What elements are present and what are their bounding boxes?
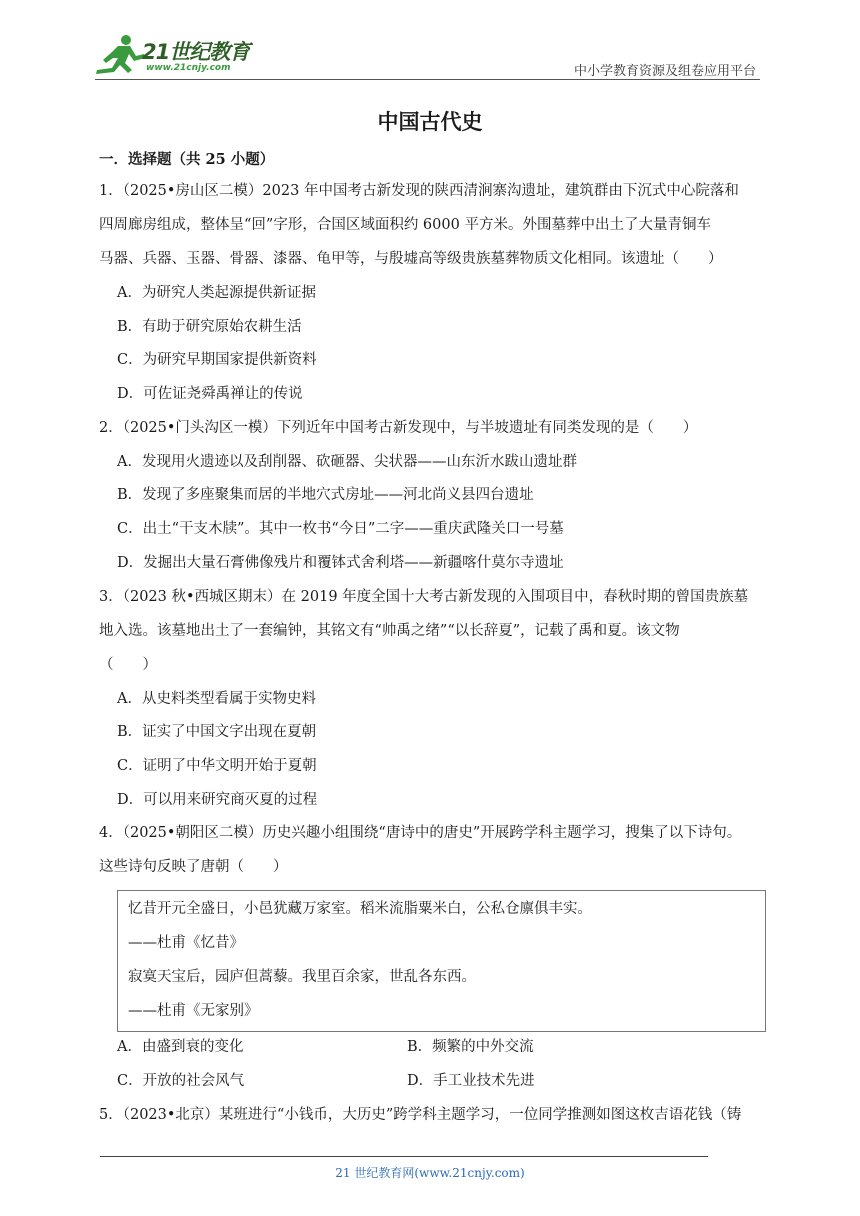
option-b: B．有助于研究原始农耕生活 [117, 318, 302, 335]
question-stem-line: （ ） [99, 656, 157, 673]
option-b: B．频繁的中外交流 [407, 1039, 534, 1056]
platform-name: 中小学教育资源及组卷应用平台 [573, 64, 756, 79]
question-stem-line: 5．（2023•北京）某班进行“小钱币，大历史”跨学科主题学习，一位同学推测如图这枚吉语花钱（铸 [99, 1106, 742, 1123]
question-4 [99, 818, 767, 1099]
option-d: D．可以用来研究商灭夏的过程 [117, 791, 318, 808]
option-c: C．证明了中华文明开始于夏朝 [117, 757, 317, 774]
question-list [99, 148, 767, 1134]
option-d: D．发掘出大量石膏佛像残片和覆钵式舍利塔——新疆喀什莫尔寺遗址 [117, 554, 564, 571]
logo-text: 21世纪教育 [142, 40, 250, 64]
question-1 [99, 176, 767, 413]
poem-attribution: ——杜甫《忆昔》 [128, 935, 244, 952]
option-a: A．从史料类型看属于实物史料 [117, 690, 316, 707]
poem-line: 忆昔开元全盛日，小邑犹藏万家室。稻米流脂粟米白，公私仓廪俱丰实。 [128, 901, 592, 918]
footer-divider [100, 1156, 708, 1157]
option-b: B．证实了中国文字出现在夏朝 [117, 724, 317, 741]
logo-url: www.21cnjy.com [146, 63, 231, 73]
footer-link[interactable]: 21 世纪教育网(www.21cnjy.com) [335, 1166, 525, 1180]
poem-box [117, 890, 766, 1032]
option-c: C．为研究早期国家提供新资料 [117, 352, 317, 369]
question-stem-line: 1．（2025•房山区二模）2023 年中国考古新发现的陕西清涧寨沟遗址，建筑群由下沉式中心院落和 [99, 183, 739, 199]
header-divider [95, 79, 760, 80]
option-b: B．发现了多座聚集而居的半地穴式房址——河北尚义县四台遗址 [117, 487, 534, 504]
question-stem-line: 2．（2025•门头沟区一模）下列近年中国考古新发现中，与半坡遗址有同类发现的是（ ） [99, 419, 698, 436]
site-logo [92, 32, 262, 78]
poem-attribution: ——杜甫《无家别》 [128, 1003, 259, 1020]
option-a: A．为研究人类起源提供新证据 [117, 285, 316, 301]
option-row [99, 1032, 767, 1066]
option-a: A．发现用火遗迹以及刮削器、砍砸器、尖状器——山东沂水跋山遗址群 [117, 453, 577, 470]
option-d: D．可佐证尧舜禹禅让的传说 [117, 386, 303, 403]
question-3 [99, 582, 767, 819]
question-stem-line: 四周廊房组成，整体呈“回”字形，合国区域面积约 6000 平方米。外围墓葬中出土了大量青铜车 [99, 217, 711, 233]
question-stem-line: 3．（2023 秋•西城区期末）在 2019 年度全国十大考古新发现的入围项目中，春秋时期的曾国贵族墓 [99, 588, 749, 605]
poem-line: 寂寞天宝后，园庐但蒿藜。我里百余家，世乱各东西。 [128, 969, 476, 986]
option-a: A．由盛到衰的变化 [117, 1039, 244, 1056]
document-title: 中国古代史 [377, 109, 483, 134]
option-c: C．出土“干支木牍”。其中一枚书“今日”二字——重庆武隆关口一号墓 [117, 521, 564, 538]
question-stem-line: 这些诗句反映了唐朝（ ） [99, 859, 288, 876]
section-heading: 一．选择题（共 25 小题） [99, 151, 275, 168]
question-5 [99, 1100, 767, 1134]
question-stem-line: 地入选。该墓地出土了一套编钟，其铭文有“帅禹之绪”“以长辞夏”，记载了禹和夏。该文物 [99, 622, 680, 639]
question-stem-line: 4．（2025•朝阳区二模）历史兴趣小组围绕“唐诗中的唐史”开展跨学科主题学习，搜集了以下诗句。 [99, 825, 742, 842]
option-row [99, 1066, 767, 1100]
option-d: D．手工业技术先进 [407, 1072, 535, 1089]
option-c: C．开放的社会风气 [117, 1072, 245, 1089]
question-stem-line: 马器、兵器、玉器、骨器、漆器、龟甲等，与殷墟高等级贵族墓葬物质文化相同。该遗址（ ） [99, 251, 723, 267]
question-2 [99, 413, 767, 582]
